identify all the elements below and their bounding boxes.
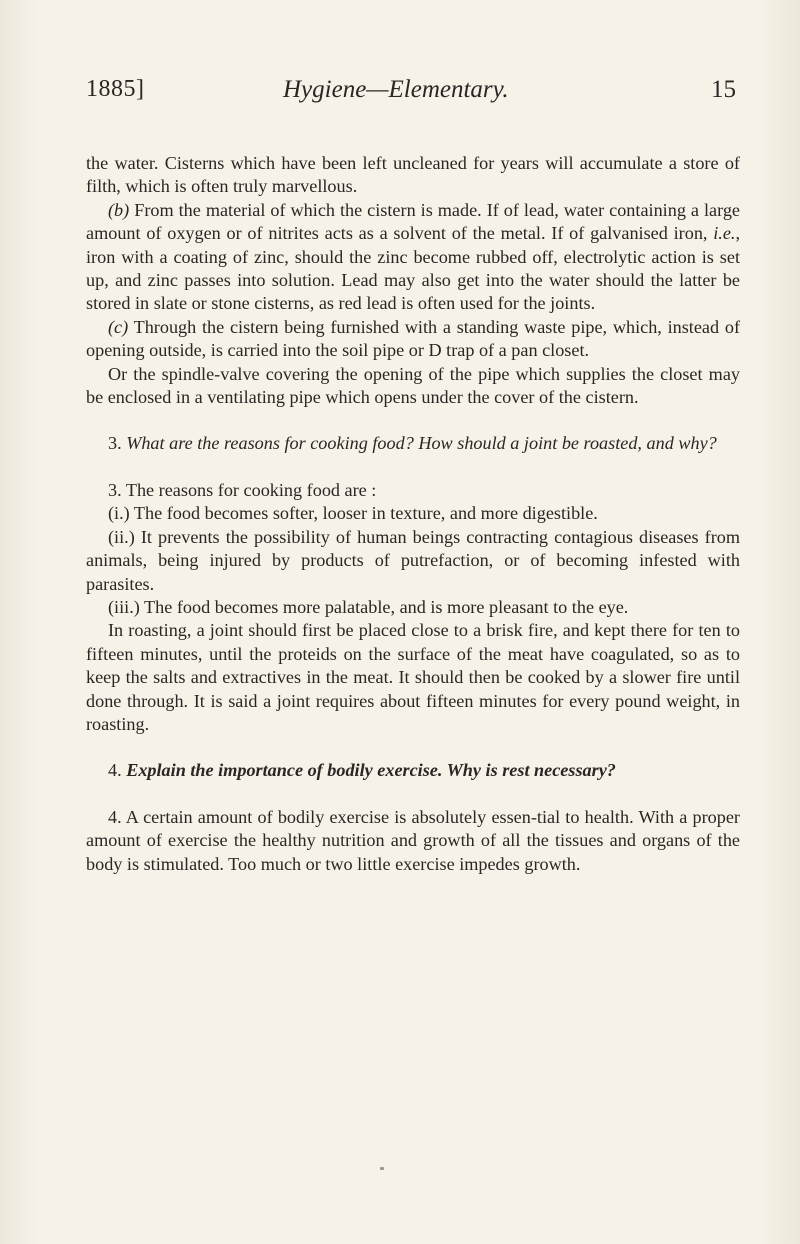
question-3-text: What are the reasons for cooking food? How should a joint be roasted, and why?	[126, 433, 717, 454]
answer-3-intro: 3. The reasons for cooking food are :	[108, 479, 377, 500]
answer-3-item-i: (i.) The food becomes softer, looser in texture, and more digestible.	[108, 503, 598, 524]
header-title: Hygiene—Elementary.	[283, 76, 509, 103]
answer-3-item-iii: (iii.) The food becomes more palatable, and is more pleasant to the eye.	[108, 596, 629, 617]
paragraph-cistern-material-text: From the material of which the cistern is made. If of lead, water containing a large amount of oxygen or of nitrites acts as a solvent of the metal. If of galvanised iron,	[86, 199, 740, 244]
paragraph-waste-pipe	[86, 316, 740, 363]
abbrev-ie: i.e.	[713, 223, 736, 244]
paragraph-cistern-filth: the water. Cisterns which have been left uncleaned for years will accumulate a store of filth, which is often truly marvellous.	[86, 153, 740, 197]
question-4	[86, 759, 740, 782]
answer-3-item-ii: (ii.) It prevents the possibility of human beings contracting contagious diseases from animals, being injured by products of putrefaction, or of becoming infested with parasites.	[86, 526, 740, 594]
page-number: 15	[711, 76, 736, 103]
paragraph-waste-pipe-text: Through the cistern being furnished with a standing waste pipe, which, instead of opening outside, is carried into the soil pipe or D trap of a pan closet.	[86, 316, 740, 361]
paragraph-spindle-valve: Or the spindle-valve covering the opening of the pipe which supplies the closet may be enclosed in a ventilating pipe which opens under the cover of the cistern.	[86, 363, 740, 408]
paragraph-cistern-material-text-2: , iron with a coating of zinc, should the zinc become rubbed off, electrolytic action is set up, and zinc passes into solution. Lead may also get into the water should the latter be stored in slate or stone cisterns, as red lead is often used for the joints.	[86, 223, 740, 314]
question-4-text: Explain the importance of bodily exercise. Why is rest necessary?	[126, 760, 616, 781]
paragraph-cistern-material	[86, 199, 740, 316]
list-label-b: (b)	[108, 199, 130, 220]
question-3	[86, 432, 740, 455]
page-speck	[380, 1167, 384, 1170]
answer-3-roasting: In roasting, a joint should first be placed close to a brisk fire, and kept there for ten to fifteen minutes, until the proteids on the surface of the meat have coagulated, so as to keep the salts and extractives in the meat. It should then be cooked by a slower fire until done through. It is said a joint requires about fifteen minutes for every pound weight, in roasting.	[86, 620, 740, 734]
question-3-number: 3.	[108, 433, 127, 454]
question-4-number: 4.	[108, 760, 127, 781]
running-header	[86, 76, 736, 116]
header-year: 1885]	[86, 76, 145, 102]
list-label-c: (c)	[108, 316, 129, 337]
page-body	[86, 152, 740, 876]
answer-4: 4. A certain amount of bodily exercise is absolutely essen-tial to health. With a proper amount of exercise the healthy nutrition and growth of all the tissues and organs of the body is stimulated. Too much or two little exercise impedes growth.	[86, 806, 740, 874]
